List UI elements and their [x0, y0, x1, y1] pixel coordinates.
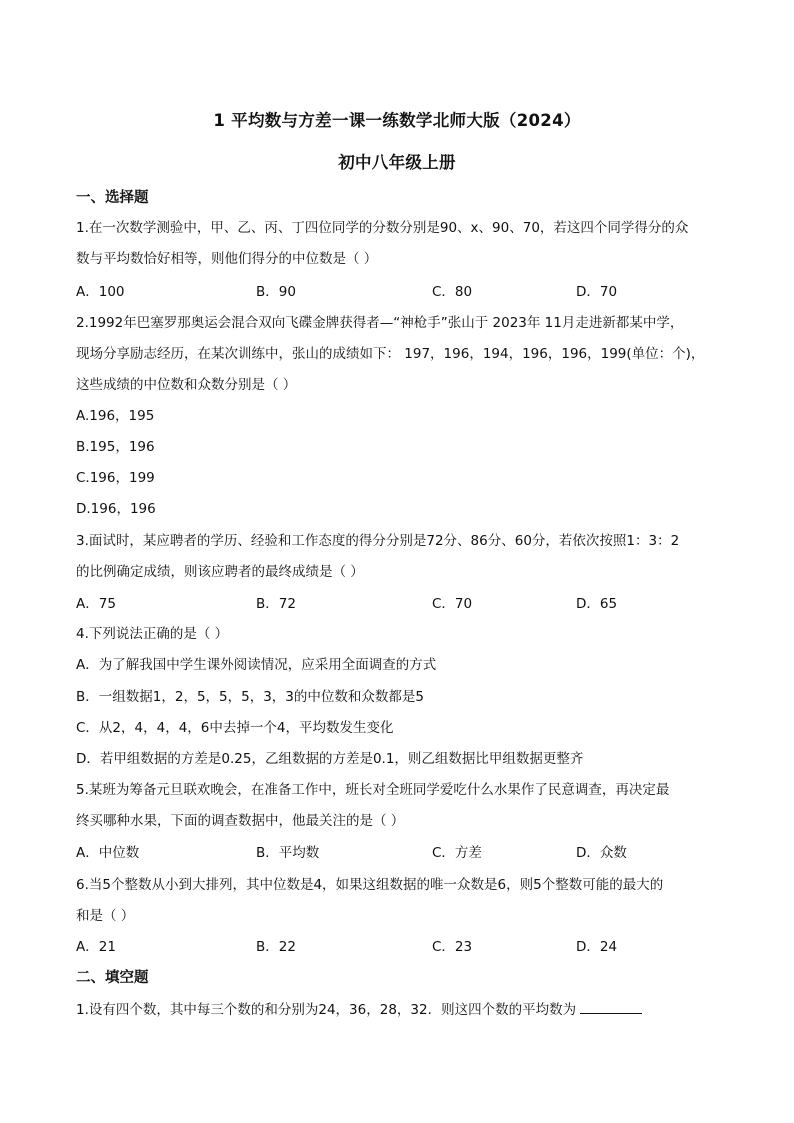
question-5-line-2: 终买哪种水果，下面的调查数据中，他最关注的是（ ） [76, 813, 405, 829]
fill-question-1 [76, 998, 642, 1018]
question-4-option-c: C．从2，4，4，4，6中去掉一个4，平均数发生变化 [76, 720, 394, 736]
section-heading-fill-blank: 二、填空题 [76, 970, 149, 986]
question-1-line-1: 1.在一次数学测验中，甲、乙、丙、丁四位同学的分数分别是90、x、90、70，若这四个同学得分的众 [76, 220, 689, 236]
question-6-option-a: A．21 [76, 939, 116, 955]
question-1-line-2: 数与平均数恰好相等，则他们得分的中位数是（ ） [76, 251, 378, 267]
question-3-option-b: B．72 [256, 596, 296, 612]
question-2-option-b: B.195，196 [76, 439, 155, 455]
document-subtitle: 初中八年级上册 [338, 153, 456, 172]
question-6-option-c: C．23 [432, 939, 473, 955]
question-3-option-a: A．75 [76, 596, 116, 612]
question-6-line-1: 6.当5个整数从小到大排列，其中位数是4，如果这组数据的唯一众数是6，则5个整数可能的最大的 [76, 877, 664, 893]
question-3-option-d: D．65 [576, 596, 618, 612]
section-heading-choice: 一、选择题 [76, 190, 149, 206]
question-5-option-b: B．平均数 [256, 845, 320, 861]
question-2-option-a: A.196，195 [76, 408, 155, 424]
question-4-option-a: A．为了解我国中学生课外阅读情况，应采用全面调查的方式 [76, 657, 437, 673]
question-3-line-2: 的比例确定成绩，则该应聘者的最终成绩是（ ） [76, 564, 364, 580]
document-title: 1 平均数与方差一课一练数学北师大版（2024） [213, 111, 581, 130]
question-5-option-d: D．众数 [576, 845, 627, 861]
question-6-option-b: B．22 [256, 939, 296, 955]
question-6-option-d: D．24 [576, 939, 618, 955]
question-3-option-c: C．70 [432, 596, 473, 612]
question-5-line-1: 5.某班为筹备元旦联欢晚会，在准备工作中，班长对全班同学爱吃什么水果作了民意调查，再决定最 [76, 782, 670, 798]
question-4-option-d: D．若甲组数据的方差是0.25，乙组数据的方差是0.1，则乙组数据比甲组数据更整齐 [76, 751, 584, 767]
question-1-option-d: D．70 [576, 284, 618, 300]
answer-blank[interactable] [580, 999, 642, 1014]
question-2-option-c: C.196，199 [76, 470, 155, 486]
question-1-option-b: B．90 [256, 284, 296, 300]
fill-question-1-text: 1.设有四个数，其中每三个数的和分别为24，36，28，32．则这四个数的平均数为 [76, 1002, 577, 1018]
question-2-line-2: 现场分享励志经历，在某次训练中，张山的成绩如下： 197，196，194，196，196，199(单位：个)， [76, 346, 705, 362]
question-2-option-d: D.196，196 [76, 501, 156, 517]
question-5-option-a: A．中位数 [76, 845, 140, 861]
question-1-option-a: A．100 [76, 284, 125, 300]
question-2-line-3: 这些成绩的中位数和众数分别是（ ） [76, 377, 297, 393]
question-2-line-1: 2.1992年巴塞罗那奥运会混合双向飞碟金牌获得者—“神枪手”张山于 2023年 11月走进新都某中学， [76, 315, 684, 331]
question-4-option-b: B．一组数据1，2，5，5，5，3，3的中位数和众数都是5 [76, 689, 424, 705]
question-6-line-2: 和是（ ） [76, 908, 135, 924]
question-1-option-c: C．80 [432, 284, 473, 300]
question-5-option-c: C．方差 [432, 845, 482, 861]
question-4-line-1: 4.下列说法正确的是（ ） [76, 626, 229, 642]
question-3-line-1: 3.面试时，某应聘者的学历、经验和工作态度的得分分别是72分、86分、60分，若依次按照1：3：2 [76, 533, 680, 549]
